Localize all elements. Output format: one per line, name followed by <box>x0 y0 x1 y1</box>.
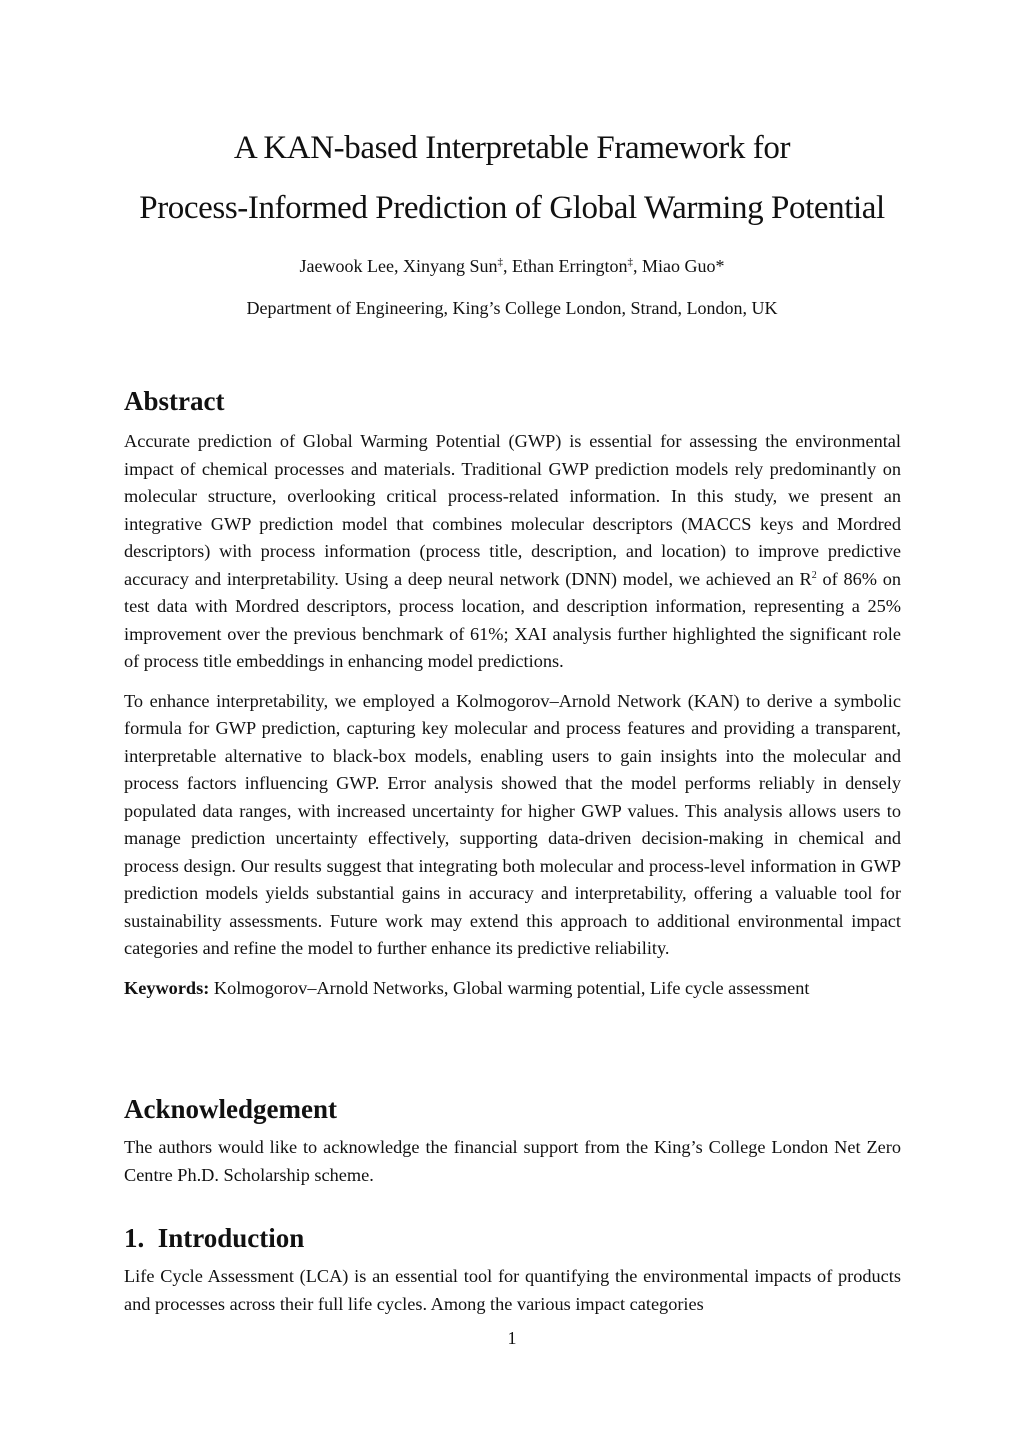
introduction-heading: 1. Introduction <box>124 1223 305 1253</box>
acknowledgement-heading: Acknowledgement <box>124 1094 337 1124</box>
author-4: , Miao Guo* <box>632 256 725 276</box>
abstract-paragraph-1 <box>124 428 901 676</box>
author-2: Xinyang Sun <box>402 256 498 276</box>
keywords-text: Kolmogorov–Arnold Networks, Global warming potential, Life cycle assessment <box>209 977 810 998</box>
author-list <box>100 250 924 278</box>
acknowledgement-text: The authors would like to acknowledge the financial support from the King’s College London Net Zero Centre Ph.D. Scholarship scheme. <box>124 1137 901 1185</box>
keywords <box>124 975 901 1003</box>
author-3: , Ethan Errington <box>502 256 628 276</box>
keywords-label: Keywords: <box>124 977 210 998</box>
page-number: 1 <box>507 1328 517 1348</box>
title-block <box>100 118 924 320</box>
author-2-equal-contribution-mark: ‡ <box>497 256 503 268</box>
introduction-section <box>124 1221 901 1318</box>
author-3-equal-contribution-mark: ‡ <box>627 256 633 268</box>
r-squared-superscript: 2 <box>811 569 817 581</box>
abstract-p1-text-a: Accurate prediction of Global Warming Potential (GWP) is essential for assessing the environmental impact of chemical processes and materials. Traditional GWP prediction models rely predominantly on molecular structure, overlooking critical process-related information. In this study, we present an integrative GWP prediction model that combines molecular descriptors (MACCS keys and Mordred descriptors) with process information (process title, description, and location) to improve predictive accuracy and interpretability. Using a deep neural network (DNN) model, we achieved an R <box>124 431 901 589</box>
abstract-section <box>124 384 901 1002</box>
affiliation: Department of Engineering, King’s College London, Strand, London, UK <box>246 298 778 318</box>
introduction-text: Life Cycle Assessment (LCA) is an essential tool for quantifying the environmental impacts of products and processes across their full life cycles. Among the various impact categories <box>124 1266 901 1314</box>
paper-title-line-2: Process-Informed Prediction of Global Warming Potential <box>139 190 885 226</box>
abstract-paragraph-2: To enhance interpretability, we employed a Kolmogorov–Arnold Network (KAN) to derive a symbolic formula for GWP prediction, capturing key molecular and process features and providing a transparent, interpretable alternative to black-box models, enabling users to gain insights into the molecular and process factors influencing GWP. Error analysis showed that the model performs reliably in densely populated data ranges, with increased uncertainty for higher GWP values. This analysis allows users to manage prediction uncertainty effectively, supporting data-driven decision-making in chemical and process design. Our results suggest that integrating both molecular and process-level information in GWP prediction models yields substantial gains in accuracy and interpretability, offering a valuable tool for sustainability assessments. Future work may extend this approach to additional environmental impact categories and refine the model to further enhance its predictive reliability. <box>124 690 901 958</box>
acknowledgement-section <box>124 1092 901 1189</box>
author-1: Jaewook Lee, <box>299 256 403 276</box>
abstract-heading: Abstract <box>124 386 225 416</box>
abstract-p1-text-b: of 86% on test data with Mordred descriptors, process location, and description information, representing a 25% improvement over the previous benchmark of 61%; XAI analysis further highlighted the significant role of process title embeddings in enhancing model predictions. <box>124 568 901 671</box>
paper-title-line-1: A KAN-based Interpretable Framework for <box>233 130 791 166</box>
